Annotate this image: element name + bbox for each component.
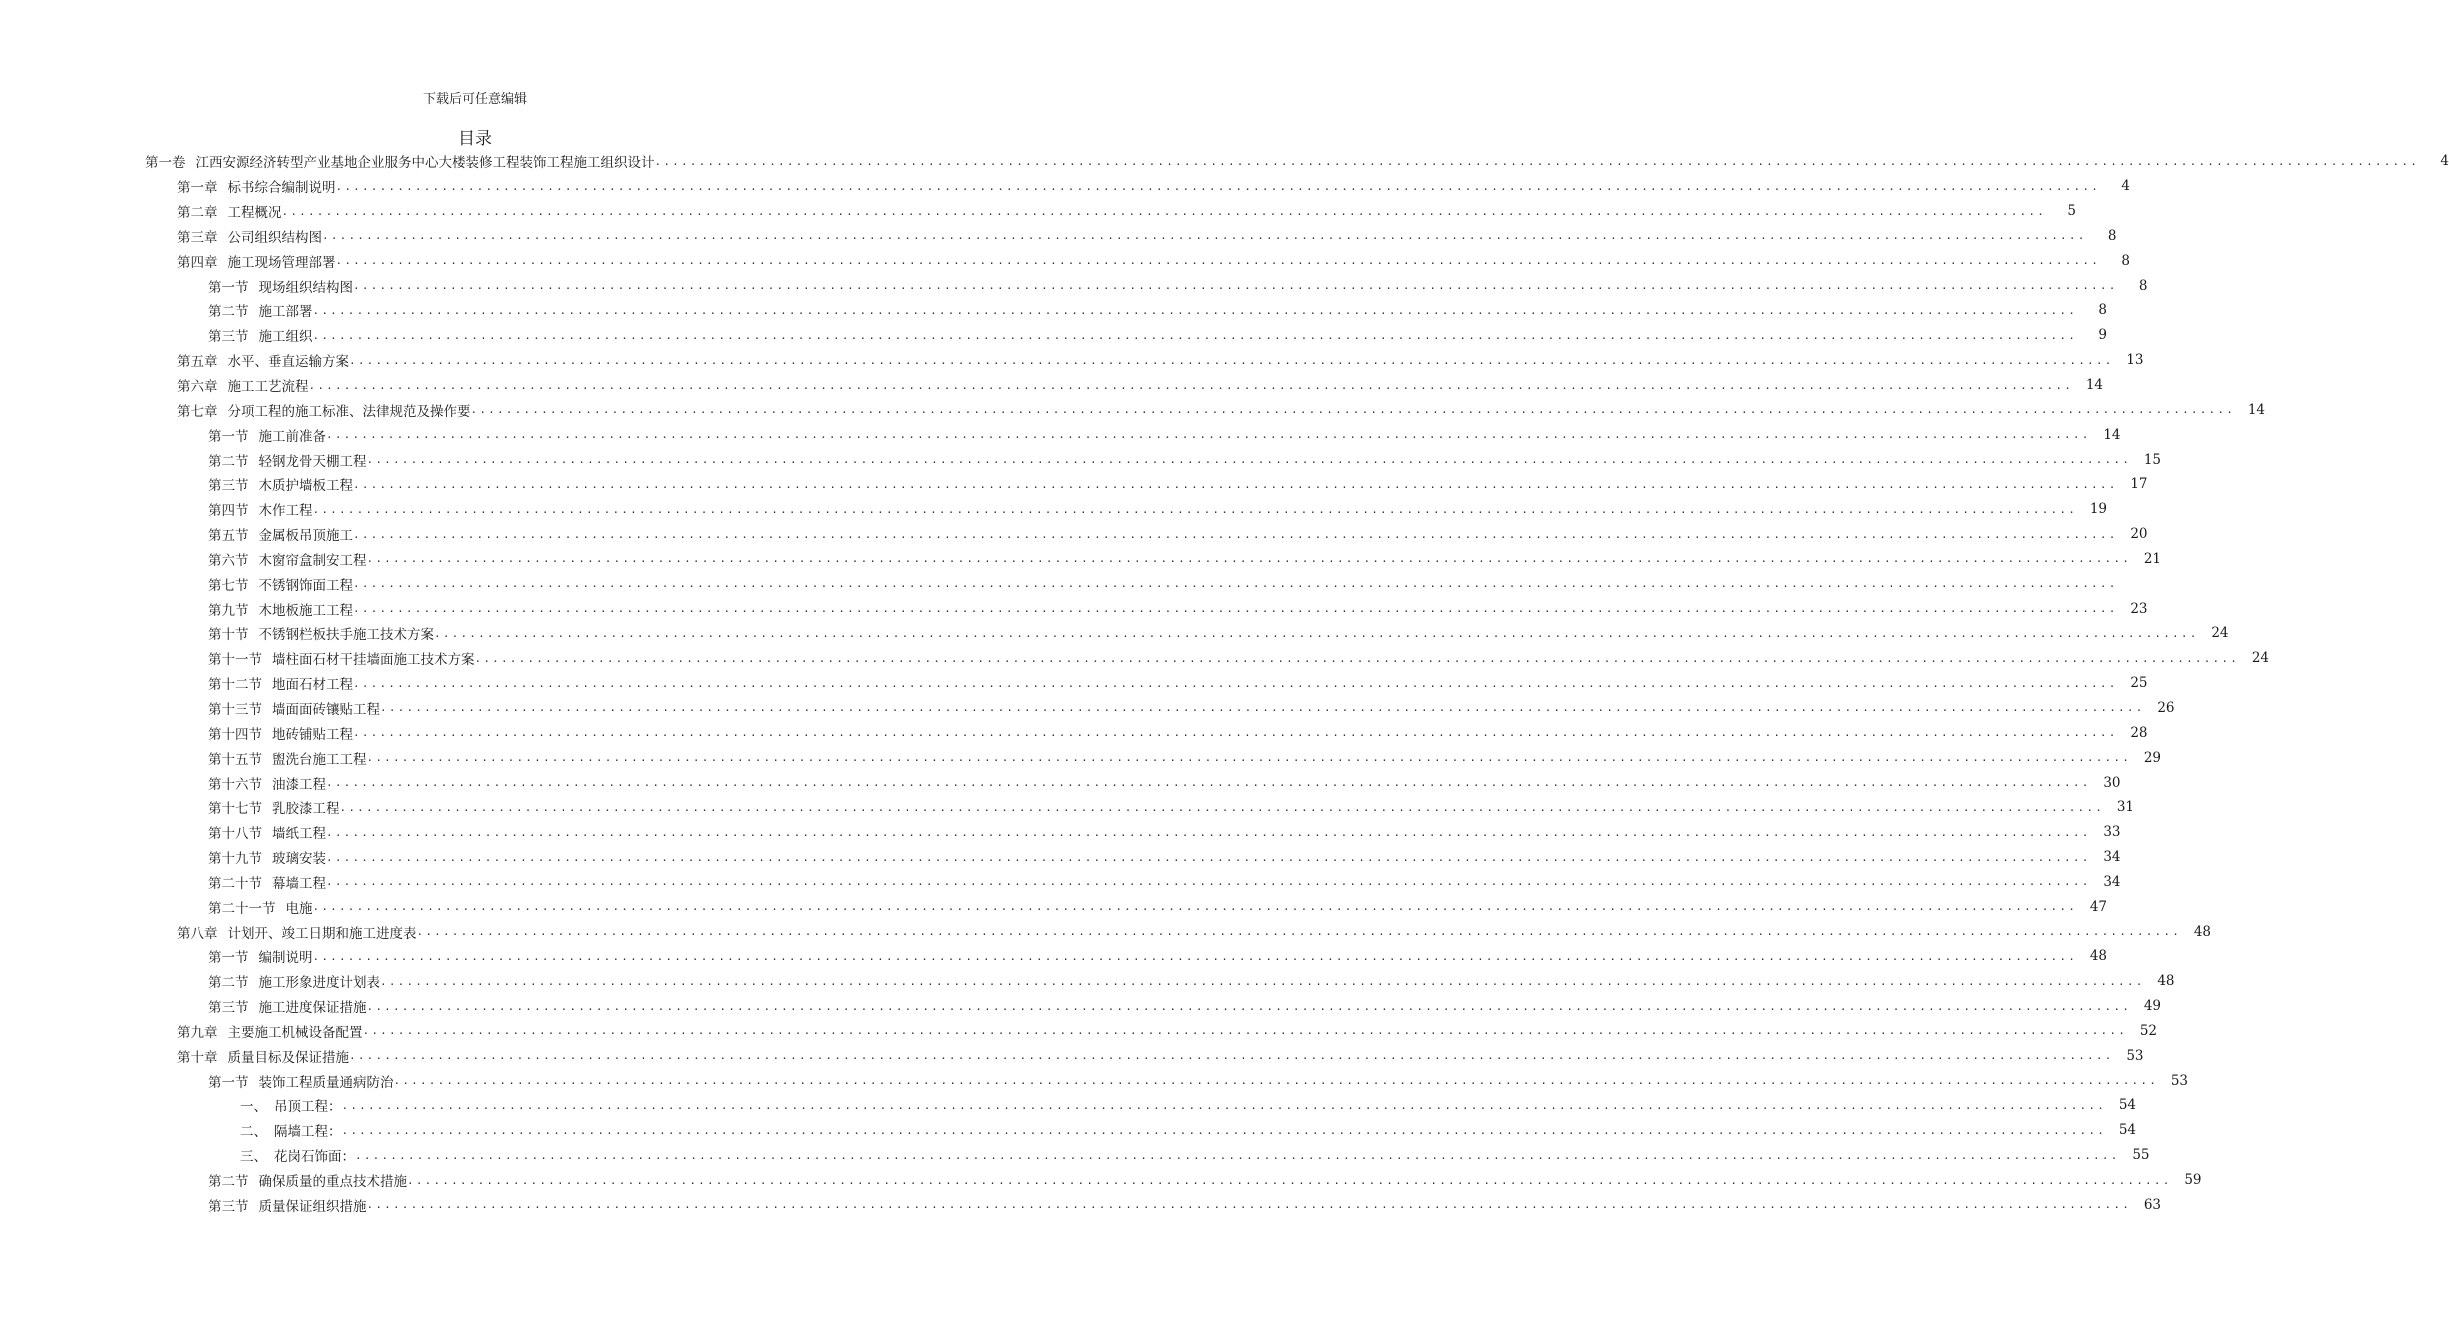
- toc-entry-number: 第八章: [177, 925, 218, 942]
- toc-entry-label: 确保质量的重点技术措施: [258, 1174, 407, 1191]
- toc-entry[interactable]: [0, 820, 2121, 845]
- toc-entry-number: 第七章: [177, 403, 218, 420]
- toc-entry-label: 编制说明: [258, 950, 313, 967]
- toc-entry-text: [240, 1095, 2106, 1115]
- toc-entry-label: 木地板施工工程: [258, 602, 353, 619]
- toc-entry-number: 第一卷: [145, 155, 186, 172]
- toc-entry-text: [208, 872, 2091, 892]
- toc-entry[interactable]: [0, 248, 2131, 273]
- toc-entry-text: [177, 350, 2114, 370]
- toc-entry-number: 第六章: [177, 379, 218, 396]
- toc-dot-leader: ........................................................................................................................................................................................................: [470, 403, 2236, 417]
- toc-dot-leader: ........................................................................................................................................................................................................: [349, 1049, 2114, 1063]
- toc-entry-label: 墙面面砖镶贴工程: [272, 701, 380, 718]
- toc-entry-label: 轻钢龙骨天棚工程: [258, 453, 367, 470]
- toc-entry-text: [208, 673, 2118, 693]
- toc-page-number: 55: [2132, 1147, 2150, 1164]
- toc-dot-leader: ........................................................................................................................................................................................................: [312, 900, 2078, 914]
- toc-dot-leader: ........................................................................................................................................................................................................: [416, 925, 2182, 939]
- toc-page-number: 8: [2138, 277, 2148, 294]
- toc-page-number: 17: [2130, 476, 2148, 493]
- toc-page-number: 23: [2130, 600, 2148, 617]
- toc-entry-text: [208, 847, 2091, 867]
- toc-entry-text: [177, 201, 2046, 221]
- toc-entry[interactable]: [0, 174, 2131, 199]
- toc-entry-number: 第七节: [208, 577, 249, 594]
- toc-dot-leader: ........................................................................................................................................................................................................: [326, 776, 2091, 790]
- toc-entry-label: 江西安源经济转型产业基地企业服务中心大楼装修工程装饰工程施工组织设计: [195, 155, 655, 172]
- toc-dot-leader: ........................................................................................................................................................................................................: [322, 229, 2087, 243]
- toc-entry-number: 第三节: [208, 478, 249, 495]
- toc-dot-leader: ........................................................................................................................................................................................................: [308, 378, 2074, 392]
- toc-entry-label: 现场组织结构图: [258, 279, 353, 296]
- toc-page-number: 14: [2247, 401, 2266, 418]
- toc-page-number: 34: [2103, 849, 2121, 866]
- toc-entry-text: [208, 996, 2131, 1016]
- toc-entry-number: 第一节: [208, 428, 249, 445]
- toc-entry-label: 不锈钢饰面工程: [258, 577, 353, 594]
- toc-entry-label: 计划开、竣工日期和施工进度表: [227, 925, 417, 942]
- toc-dot-leader: ........................................................................................................................................................................................................: [393, 1074, 2159, 1088]
- toc-entry-number: 第三节: [208, 1198, 249, 1215]
- toc-entry-label: 质量目标及保证措施: [227, 1049, 349, 1066]
- toc-page-number: 5: [2067, 203, 2077, 220]
- toc-page-number: 29: [2143, 749, 2162, 766]
- toc-entry[interactable]: [0, 397, 2266, 422]
- toc-entry[interactable]: [0, 422, 2121, 447]
- toc-entry-text: [208, 698, 2145, 718]
- toc-dot-leader: ........................................................................................................................................................................................................: [407, 1173, 2172, 1187]
- toc-entry-text: [145, 151, 2419, 171]
- toc-entry-text: [177, 1046, 2114, 1066]
- toc-dot-leader: ........................................................................................................................................................................................................: [434, 626, 2199, 640]
- toc-dot-leader: ........................................................................................................................................................................................................: [312, 949, 2078, 963]
- toc-entry-text: [208, 648, 2239, 668]
- toc-entry-number: 第六节: [208, 552, 249, 569]
- toc-entry[interactable]: [0, 348, 2144, 373]
- toc-entry-number: 第二十节: [208, 875, 262, 892]
- toc-entry-number: 第四章: [177, 254, 218, 271]
- toc-page-number: 21: [2143, 550, 2162, 567]
- toc-entry[interactable]: [0, 919, 2212, 944]
- toc-dot-leader: ........................................................................................................................................................................................................: [366, 1198, 2132, 1212]
- toc-page-number: 48: [2193, 923, 2212, 940]
- toc-entry-label: 施工部署: [258, 304, 313, 321]
- toc-entry-label: 花岗石饰面：: [274, 1149, 355, 1166]
- toc-dot-leader: ........................................................................................................................................................................................................: [380, 701, 2145, 715]
- toc-title: 目录: [458, 129, 492, 149]
- toc-dot-leader: ........................................................................................................................................................................................................: [312, 303, 2078, 317]
- toc-entry-label: 质量保证组织措施: [258, 1198, 367, 1215]
- toc-entry[interactable]: [0, 646, 2270, 671]
- toc-entry[interactable]: [0, 373, 2104, 398]
- toc-entry-text: [208, 450, 2131, 470]
- toc-entry[interactable]: [0, 1143, 2150, 1168]
- toc-entry-text: [208, 623, 2199, 643]
- toc-dot-leader: ........................................................................................................................................................................................................: [312, 502, 2078, 516]
- toc-page-number: 28: [2130, 724, 2148, 741]
- toc-entry-text: [208, 797, 2104, 817]
- toc-page-number: 8: [2098, 302, 2108, 319]
- toc-entry-number: 第十七节: [208, 801, 262, 818]
- toc-entry-number: 三、: [240, 1149, 267, 1166]
- toc-entry-label: 油漆工程: [272, 776, 326, 793]
- toc-dot-leader: ........................................................................................................................................................................................................: [366, 453, 2132, 467]
- toc-entry-text: [177, 400, 2235, 420]
- toc-entry-text: [177, 226, 2087, 246]
- toc-entry-label: 木质护墙板工程: [258, 478, 353, 495]
- toc-entry-number: 第十八节: [208, 826, 262, 843]
- toc-page-number: 26: [2157, 699, 2175, 716]
- toc-entry-text: [208, 325, 2077, 345]
- toc-entry-number: 第二节: [208, 304, 249, 321]
- toc-dot-leader: ........................................................................................................................................................................................................: [380, 974, 2145, 988]
- toc-page-number: 34: [2103, 873, 2121, 890]
- toc-entry-text: [208, 946, 2077, 966]
- toc-entry-label: 电施: [285, 900, 313, 917]
- toc-entry[interactable]: [0, 869, 2121, 894]
- toc-entry-text: [177, 375, 2073, 395]
- toc-entry-text: [177, 176, 2100, 196]
- toc-entry-text: [208, 1071, 2158, 1091]
- toc-entry[interactable]: [0, 547, 2162, 572]
- toc-entry[interactable]: [0, 720, 2148, 745]
- toc-entry[interactable]: [0, 994, 2162, 1019]
- toc-entry-number: 第四节: [208, 503, 249, 520]
- toc-entry[interactable]: [0, 447, 2162, 472]
- toc-entry-number: 第一节: [208, 950, 249, 967]
- toc-entry-text: [208, 499, 2077, 519]
- toc-entry-text: [208, 599, 2118, 619]
- toc-entry[interactable]: [0, 770, 2121, 795]
- toc-page-number: 8: [2121, 252, 2131, 269]
- toc-entry-number: 第十章: [177, 1049, 218, 1066]
- toc-entry-number: 第九章: [177, 1024, 218, 1041]
- toc-entry-number: 第十二节: [208, 677, 262, 694]
- toc-entry-text: [240, 1120, 2106, 1140]
- toc-entry-label: 地面石材工程: [272, 677, 353, 694]
- toc-entry-label: 盥洗台施工工程: [272, 751, 367, 768]
- toc-entry-number: 一、: [240, 1099, 267, 1116]
- toc-entry[interactable]: [0, 969, 2175, 994]
- toc-entry-label: 不锈钢栏板扶手施工技术方案: [258, 627, 434, 644]
- toc-page-number: 25: [2130, 675, 2148, 692]
- toc-entry-text: [240, 1145, 2120, 1165]
- toc-entry-label: 施工前准备: [258, 428, 326, 445]
- toc-dot-leader: ........................................................................................................................................................................................................: [326, 825, 2091, 839]
- toc-entry-number: 第十四节: [208, 726, 262, 743]
- toc-entry[interactable]: [0, 323, 2108, 348]
- toc-entry-number: 第一节: [208, 279, 249, 296]
- toc-entry[interactable]: [0, 696, 2175, 721]
- toc-entry-number: 第十一节: [208, 652, 262, 669]
- toc-entry-label: 分项工程的施工标准、法律规范及操作要: [227, 403, 471, 420]
- toc-entry-number: 第三节: [208, 329, 249, 346]
- toc-page-number: 15: [2143, 451, 2162, 468]
- toc-entry[interactable]: [0, 1118, 2137, 1143]
- toc-entry-text: [208, 276, 2118, 296]
- toc-entry[interactable]: [0, 1192, 2162, 1217]
- toc-page-number: 47: [2089, 898, 2108, 915]
- toc-entry-label: 施工现场管理部署: [227, 254, 336, 271]
- toc-entry-label: 吊顶工程：: [274, 1099, 342, 1116]
- toc-page-number: 48: [2157, 973, 2175, 990]
- toc-page-number: 31: [2116, 799, 2135, 816]
- toc-entry-number: 第五节: [208, 528, 249, 545]
- toc-entry[interactable]: [0, 894, 2108, 919]
- toc-entry-text: [208, 574, 2118, 594]
- toc-dot-leader: ........................................................................................................................................................................................................: [341, 1123, 2107, 1137]
- toc-entry-text: [208, 773, 2091, 793]
- toc-dot-leader: ........................................................................................................................................................................................................: [353, 577, 2118, 591]
- toc-page-number: 59: [2184, 1172, 2202, 1189]
- toc-entry-label: 标书综合编制说明: [227, 180, 336, 197]
- toc-dot-leader: ........................................................................................................................................................................................................: [341, 1098, 2107, 1112]
- toc-entry-text: [177, 1021, 2127, 1041]
- toc-entry-label: 施工形象进度计划表: [258, 975, 380, 992]
- toc-entry-text: [208, 822, 2091, 842]
- toc-page-number: 54: [2118, 1122, 2137, 1139]
- toc-entry-text: [208, 1195, 2131, 1215]
- toc-entry-text: [208, 425, 2091, 445]
- toc-entry-label: 施工组织: [258, 329, 313, 346]
- toc-entry[interactable]: [0, 199, 2077, 224]
- toc-page-number: 48: [2089, 948, 2108, 965]
- toc-dot-leader: ........................................................................................................................................................................................................: [353, 527, 2118, 541]
- toc-dot-leader: ........................................................................................................................................................................................................: [281, 204, 2047, 218]
- toc-page-number: 14: [2103, 426, 2121, 443]
- toc-entry-text: [177, 251, 2100, 271]
- toc-page-number: 9: [2098, 327, 2108, 344]
- toc-dot-leader: ........................................................................................................................................................................................................: [326, 850, 2091, 864]
- toc-entry-label: 金属板吊顶施工: [258, 528, 353, 545]
- toc-entry[interactable]: [0, 671, 2148, 696]
- toc-entry-text: [208, 549, 2131, 569]
- toc-entry[interactable]: [0, 795, 2135, 820]
- toc-dot-leader: ........................................................................................................................................................................................................: [335, 254, 2101, 268]
- toc-entry-number: 第二十一节: [208, 900, 276, 917]
- toc-entry-number: 第三节: [208, 1000, 249, 1017]
- toc-entry-number: 第十五节: [208, 751, 262, 768]
- toc-entry-text: [208, 1170, 2172, 1190]
- toc-entry-text: [177, 922, 2181, 942]
- toc-entry-label: 墙纸工程: [272, 826, 326, 843]
- toc-dot-leader: ........................................................................................................................................................................................................: [349, 353, 2114, 367]
- toc-entry[interactable]: [0, 298, 2108, 323]
- toc-page-number: 52: [2139, 1022, 2158, 1039]
- toc-dot-leader: ........................................................................................................................................................................................................: [353, 602, 2118, 616]
- toc-entry[interactable]: [0, 571, 2118, 596]
- toc-entry[interactable]: [0, 1168, 2202, 1193]
- toc-entry-text: [208, 971, 2145, 991]
- toc-entry-number: 第十三节: [208, 701, 262, 718]
- toc-dot-leader: ........................................................................................................................................................................................................: [355, 1148, 2120, 1162]
- table-of-contents: [0, 149, 2449, 1217]
- toc-entry-label: 木窗帘盒制安工程: [258, 552, 367, 569]
- toc-page-number: 8: [2107, 227, 2117, 244]
- toc-dot-leader: ........................................................................................................................................................................................................: [366, 552, 2132, 566]
- toc-entry-number: 第二节: [208, 975, 249, 992]
- toc-entry[interactable]: [0, 149, 2449, 174]
- toc-dot-leader: ........................................................................................................................................................................................................: [474, 651, 2240, 665]
- toc-entry-label: 施工工艺流程: [227, 379, 309, 396]
- toc-dot-leader: ........................................................................................................................................................................................................: [366, 751, 2132, 765]
- toc-page-number: 4: [2440, 153, 2449, 170]
- toc-entry-number: 第三章: [177, 229, 218, 246]
- toc-entry[interactable]: [0, 745, 2162, 770]
- toc-entry[interactable]: [0, 845, 2121, 870]
- toc-page-number: 14: [2085, 377, 2104, 394]
- toc-dot-leader: ........................................................................................................................................................................................................: [335, 179, 2101, 193]
- toc-page-number: 24: [2251, 650, 2270, 667]
- toc-entry-text: [208, 474, 2118, 494]
- toc-entry-text: [208, 300, 2077, 320]
- toc-entry[interactable]: [0, 1043, 2144, 1068]
- toc-dot-leader: ........................................................................................................................................................................................................: [353, 477, 2118, 491]
- header-note: 下载后可任意编辑: [422, 92, 527, 107]
- toc-dot-leader: ........................................................................................................................................................................................................: [326, 428, 2091, 442]
- toc-dot-leader: ........................................................................................................................................................................................................: [339, 800, 2105, 814]
- toc-entry[interactable]: [0, 273, 2148, 298]
- toc-entry[interactable]: [0, 522, 2148, 547]
- toc-entry-label: 主要施工机械设备配置: [227, 1024, 363, 1041]
- toc-entry-text: [208, 897, 2077, 917]
- toc-entry-label: 木作工程: [258, 503, 313, 520]
- toc-entry-label: 幕墙工程: [272, 875, 326, 892]
- toc-entry-number: 第十九节: [208, 851, 262, 868]
- toc-entry-number: 第一章: [177, 180, 218, 197]
- toc-entry-label: 乳胶漆工程: [272, 801, 340, 818]
- toc-entry-label: 水平、垂直运输方案: [227, 354, 349, 371]
- toc-entry[interactable]: [0, 1068, 2189, 1093]
- toc-page-number: 33: [2103, 824, 2121, 841]
- toc-entry-label: 地砖铺贴工程: [272, 726, 353, 743]
- toc-dot-leader: ........................................................................................................................................................................................................: [353, 279, 2118, 293]
- toc-page-number: 13: [2126, 352, 2144, 369]
- toc-entry-text: [208, 524, 2118, 544]
- toc-page-number: 63: [2143, 1196, 2162, 1213]
- toc-page-number: 24: [2211, 625, 2229, 642]
- toc-page-number: 4: [2121, 178, 2131, 195]
- toc-entry-number: 第二章: [177, 205, 218, 222]
- toc-entry-label: 墙柱面石材干挂墙面施工技术方案: [272, 652, 475, 669]
- toc-entry[interactable]: [0, 1019, 2158, 1044]
- toc-entry-label: 公司组织结构图: [227, 229, 322, 246]
- toc-entry-number: 二、: [240, 1124, 267, 1141]
- toc-entry[interactable]: [0, 944, 2108, 969]
- toc-page-number: 53: [2126, 1047, 2144, 1064]
- toc-entry-label: 玻璃安装: [272, 851, 326, 868]
- toc-page-number: 54: [2118, 1097, 2137, 1114]
- toc-entry-text: [208, 748, 2131, 768]
- toc-page-number: 53: [2170, 1072, 2189, 1089]
- toc-dot-leader: ........................................................................................................................................................................................................: [654, 154, 2420, 168]
- toc-entry-label: 施工进度保证措施: [258, 1000, 367, 1017]
- toc-dot-leader: ........................................................................................................................................................................................................: [362, 1024, 2128, 1038]
- toc-entry-number: 第二节: [208, 1174, 249, 1191]
- toc-entry-label: 工程概况: [227, 205, 282, 222]
- toc-page-number: 20: [2130, 526, 2148, 543]
- toc-entry-text: [208, 723, 2118, 743]
- toc-page-number: 49: [2143, 998, 2162, 1015]
- toc-page-number: 19: [2089, 501, 2108, 518]
- toc-entry-number: 第五章: [177, 354, 218, 371]
- toc-entry[interactable]: [0, 497, 2108, 522]
- toc-dot-leader: ........................................................................................................................................................................................................: [366, 999, 2132, 1013]
- toc-entry[interactable]: [0, 1093, 2137, 1118]
- toc-entry[interactable]: [0, 596, 2148, 621]
- toc-entry[interactable]: [0, 224, 2117, 249]
- toc-entry[interactable]: [0, 621, 2229, 646]
- toc-dot-leader: ........................................................................................................................................................................................................: [312, 328, 2078, 342]
- toc-entry-label: 装饰工程质量通病防治: [258, 1074, 394, 1091]
- toc-dot-leader: ........................................................................................................................................................................................................: [353, 726, 2118, 740]
- toc-entry-number: 第二节: [208, 453, 249, 470]
- toc-entry-number: 第十六节: [208, 776, 262, 793]
- toc-entry-label: 隔墙工程：: [274, 1124, 342, 1141]
- toc-entry-number: 第十节: [208, 627, 249, 644]
- toc-dot-leader: ........................................................................................................................................................................................................: [353, 676, 2118, 690]
- toc-dot-leader: ........................................................................................................................................................................................................: [326, 875, 2091, 889]
- toc-page-number: 30: [2103, 774, 2121, 791]
- toc-entry-number: 第一节: [208, 1074, 249, 1091]
- toc-entry[interactable]: [0, 472, 2148, 497]
- toc-entry-number: 第九节: [208, 602, 249, 619]
